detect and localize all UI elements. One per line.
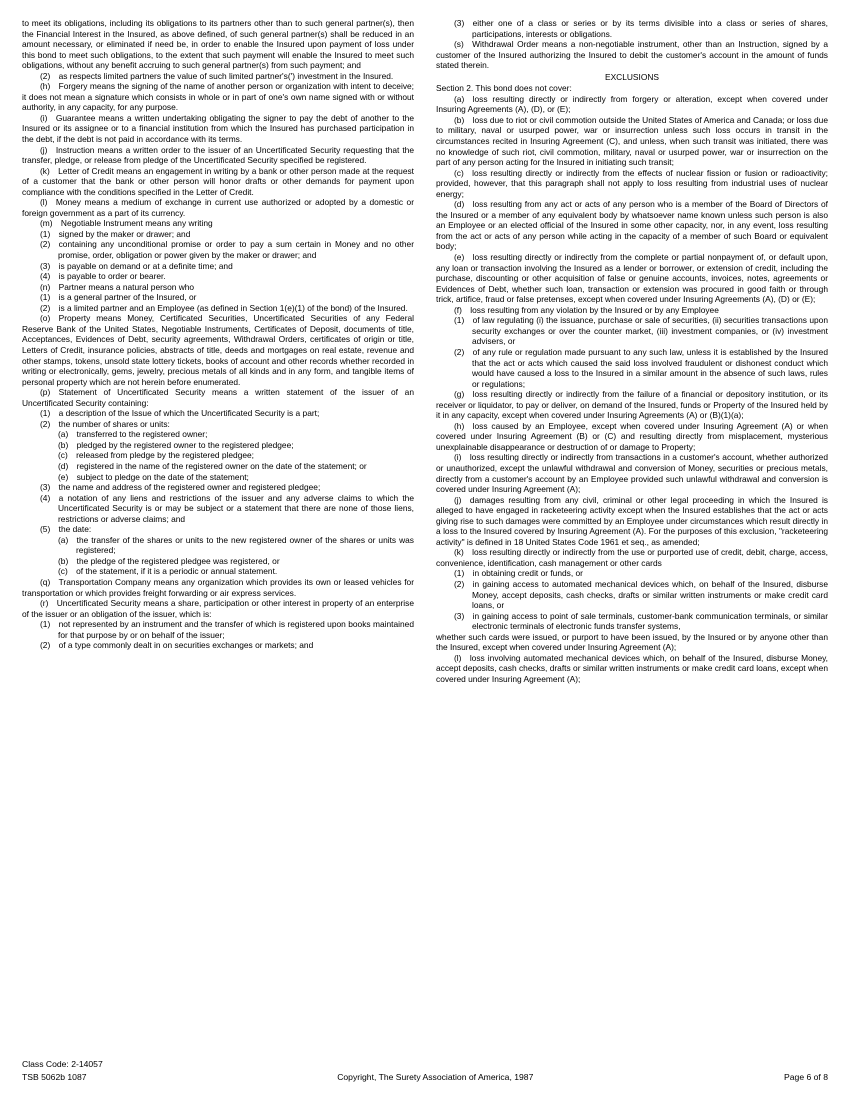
right-column-paragraph: Section 2. This bond does not cover: [436, 83, 572, 94]
left-column-paragraph: (k) Letter of Credit means an engagement in writing by a bank or other person made at the request of a customer that the bank or other person will honor drafts or other demands for payment upon compliance with the conditions specified in the Letter of Credit. [22, 165, 414, 197]
left-column-paragraph: (1) a description of the Issue of which the Uncertificated Security is a part; [40, 408, 320, 419]
left-column-paragraph: (b) the pledge of the registered pledgee was registered, or [58, 555, 280, 566]
right-column-paragraph: (k) loss resulting directly or indirectly from the use or purported use of credit, debit, charge, access, convenience, identification, cash management or other cards [436, 547, 828, 568]
right-column-paragraph: (g) loss resulting directly or indirectly from the failure of a financial or depository institution, or its receiver or liquidator, to pay or deliver, on demand of the Insured, funds or Property of the Insured held by it in any capacity, except when covered under Insuring Agreements (A) or (B)(1)(a); [436, 389, 828, 421]
left-column-paragraph: (c) of the statement, if it is a periodic or annual statement. [58, 566, 278, 577]
right-column-paragraph: (j) damages resulting from any civil, criminal or other legal proceeding in which the Insured is alleged to have engaged in racketeering activity except when the Insured establishes that the act or acts giving rise to such damages were committed by an Employee under circumstances which result directly in a loss to the Insured covered by Insuring Agreement (A). For the purposes of this exclusion, "racketeering activity" is defined in 18 United States Code 1961 et seq., as amended; [436, 494, 828, 547]
left-column-paragraph: to meet its obligations, including its obligations to its partners other than to such general partner(s), then the Financial Interest in the Insured, as above defined, of such general partner(s) shall be reduced in an amount necessary, or eliminated if need be, in order to enable the Insured upon payment of loss under this bond to meet such obligations, to the extent that such payment will enable the Insured to meet such obligations, without any benefit accruing to such general partner(s) from such payment; and [22, 18, 414, 71]
left-column-paragraph: (o) Property means Money, Certificated Securities, Uncertificated Securities of any Federal Reserve Bank of the United States, Negotiable Instruments, Certificates of Deposit, documents of title, Acceptances, Evidences of Debt, security agreements, Withdrawal Orders, certificates of origin or title, Letters of Credit, insurance policies, abstracts of title, deeds and mortgages on real estate, revenue and other stamps, tokens, unsold state lottery tickets, books of account and other records whether recorded in writing or electronically, gems, jewelry, precious metals of all kinds and in any form, and tangible items of personal property which are not herein before enumerated. [22, 313, 414, 387]
left-column-paragraph: (2) the number of shares or units: [40, 418, 170, 429]
left-column-paragraph: (3) the name and address of the registered owner and registered pledgee; [40, 482, 321, 493]
right-column-paragraph: (1) of law regulating (i) the issuance, purchase or sale of securities, (ii) securities transactions upon security exchanges or over the counter market, (iii) investment companies, or (iv) investment advisers, or [454, 315, 828, 347]
page-number: Page 6 of 8 [784, 1072, 828, 1082]
left-column-paragraph: (4) is payable to order or bearer. [40, 271, 166, 282]
right-column-paragraph: (s) Withdrawal Order means a non-negotiable instrument, other than an Instruction, signed by a customer of the Insured authorizing the Insured to debit the customer's account in the amount of funds stated therein. [436, 39, 828, 71]
class-code-line: Class Code: 2-14057 [22, 1059, 103, 1069]
left-column-paragraph: (1) signed by the maker or drawer; and [40, 228, 191, 239]
left-column-paragraph: (2) containing any unconditional promise or order to pay a sum certain in Money and no other promise, order, obligation or power given by the maker or drawer; and [40, 239, 414, 261]
right-column-paragraph: (d) loss resulting from any act or acts of any person who is a member of the Board of Directors of the Insured or a member of any equivalent body by whatsoever name known unless such person is also an Employee or an elected official of the Insured in some other capacity, nor, in any event, loss resulting from the act or acts of any person while acting in the capacity of a member of such Board or equivalent body; [436, 199, 828, 252]
left-column-paragraph: (a) the transfer of the shares or units to the new registered owner of the shares or units was registered; [58, 534, 414, 556]
left-column-paragraph: (l) Money means a medium of exchange in current use authorized or adopted by a domestic or foreign government as a part of its currency. [22, 197, 414, 218]
left-column-paragraph: (2) as respects limited partners the value of such limited partner's(') investment in the Insured. [40, 70, 394, 81]
right-column-paragraph: (e) loss resulting directly or indirectly from the complete or partial nonpayment of, or default upon, any loan or transaction involving the Insured as a lender or borrower, or extension of credit, including the purchase, discounting or other acquisition of false or genuine accounts, invoices, notes, agreements or Evidences of Debt, whether such loan, transaction or extension was procured in good faith or through trick, artifice, fraud or false pretenses, except when covered under Insuring Agreements (A), (D) or (E); [436, 252, 828, 305]
right-column-paragraph: (b) loss due to riot or civil commotion outside the United States of America and Canada; or loss due to military, naval or usurped power, war or insurrection unless such loss occurs in transit in the circumstances recited in Insuring Agreement (C), and unless, when such transit was initiated, there was no knowledge of such riot, civil commotion, military, naval or usurped power, war or insurrection on the part of any person acting for the Insured in initiating such transit; [436, 114, 828, 168]
right-column [436, 18, 828, 684]
page-footer [22, 1059, 828, 1082]
right-column-paragraph: (3) either one of a class or series or by its terms divisible into a class or series of shares, participations, interests or obligations. [454, 18, 828, 39]
form-number: TSB 5062b 1087 [22, 1072, 87, 1082]
left-column-paragraph: (1) is a general partner of the Insured, or [40, 292, 197, 303]
left-column-paragraph: (4) a notation of any liens and restrictions of the issuer and any adverse claims to which the Uncertificated Security is or may be subject or a statement that there are none of those liens, restrictions or adverse claims; and [40, 492, 414, 524]
left-column-paragraph: (5) the date: [40, 524, 92, 535]
right-column-paragraph: (3) in gaining access to point of sale terminals, customer-bank communication terminals, or similar electronic terminals of electronic funds transfer systems, [454, 610, 828, 632]
left-column-paragraph: (r) Uncertificated Security means a share, participation or other interest in property of an enterprise of the issuer or an obligation of the issuer, which is: [22, 598, 414, 619]
left-column-paragraph: (1) not represented by an instrument and the transfer of which is registered upon books maintained for that purpose by or on behalf of the issuer; [40, 619, 414, 640]
right-column-paragraph: (l) loss involving automated mechanical devices which, on behalf of the Insured, disburse Money, accept deposits, cash checks, drafts or similar written instruments or make credit card loans, except when covered under Insuring Agreement (A); [436, 652, 828, 684]
right-column-paragraph: (h) loss caused by an Employee, except when covered under Insuring Agreement (A) or when covered under Insuring Agreement (B) or (C) and resulting directly from misplacement, mysterious unexplainable disappearance or destruction of or damage to Property; [436, 420, 828, 452]
left-column-paragraph: (c) released from pledge by the registered pledgee; [58, 450, 254, 461]
left-column-paragraph: (m) Negotiable Instrument means any writing [40, 218, 213, 229]
right-column-paragraph: (c) loss resulting directly or indirectly from the effects of nuclear fission or fusion or radioactivity; provided, however, that this paragraph shall not apply to loss resulting from industrial uses of nuclear energy; [436, 167, 828, 199]
left-column-paragraph: (i) Guarantee means a written undertaking obligating the signer to pay the debt of another to the Insured or its assignee or to a financial institution from which the Insured has purchased participation in the debt, if the debt is not paid in accordance with its terms. [22, 112, 414, 145]
left-column-paragraph: (3) is payable on demand or at a definite time; and [40, 260, 233, 271]
right-column-paragraph: (f) loss resulting from any violation by the Insured or by any Employee [454, 304, 719, 315]
two-column-body [22, 18, 828, 684]
right-column-paragraph: (2) of any rule or regulation made pursuant to any such law, unless it is established by the Insured that the act or acts which caused the said loss involved fraudulent or dishonest conduct which would have caused a loss to the Insured in a similar amount in the absence of such laws, rules or regulations; [454, 346, 828, 389]
left-column-paragraph: (e) subject to pledge on the date of the statement; [58, 471, 249, 482]
left-column-paragraph: (j) Instruction means a written order to the issuer of an Uncertificated Security requesting that the transfer, pledge, or release from pledge of the Uncertificated Security specified be registered. [22, 144, 414, 166]
left-column-paragraph: (p) Statement of Uncertificated Security means a written statement of the issuer of an Uncertificated Security containing: [22, 387, 414, 408]
left-column-paragraph: (b) pledged by the registered owner to the registered pledgee; [58, 439, 294, 450]
left-column-paragraph: (h) Forgery means the signing of the name of another person or organization with intent to deceive; it does not mean a signature which consists in whole or in part of one's own name signed with or without authority, in any capacity, for any purpose. [22, 81, 414, 113]
right-column-paragraph: (i) loss resulting directly or indirectly from transactions in a customer's account, whether authorized or unauthorized, except the unlawful withdrawal and conversion of Money, securities or precious metals, directly from a customer's account by an Employee provided such unlawful withdrawal and conversion is covered under Insuring Agreement (A); [436, 452, 828, 495]
right-column-paragraph: whether such cards were issued, or purport to have been issued, by the Insured or by anyone other than the Insured, except when covered under Insuring Agreement (A); [436, 631, 828, 653]
left-column-paragraph: (q) Transportation Company means any organization which provides its own or leased vehicles for transportation or which provides freight forwarding or air express services. [22, 576, 414, 598]
right-column-paragraph: (1) in obtaining credit or funds, or [454, 568, 583, 579]
left-column-paragraph: (d) registered in the name of the registered owner on the date of the statement; or [58, 460, 367, 471]
copyright-notice: Copyright, The Surety Association of America, 1987 [337, 1072, 534, 1082]
left-column-paragraph: (a) transferred to the registered owner; [58, 429, 208, 440]
right-column-paragraph: (2) in gaining access to automated mechanical devices which, on behalf of the Insured, disburse Money, accept deposits, cash checks, drafts or similar written instruments or make credit card loans, or [454, 578, 828, 611]
right-column-paragraph: EXCLUSIONS [605, 71, 659, 82]
left-column-paragraph: (2) is a limited partner and an Employee (as defined in Section 1(e)(1) of the bond) of the Insured. [40, 302, 408, 313]
left-column-paragraph: (2) of a type commonly dealt in on securities exchanges or markets; and [40, 640, 314, 651]
right-column-paragraph: (a) loss resulting directly or indirectly from forgery or alteration, except when covered under Insuring Agreements (A), (D), or (E); [436, 93, 828, 115]
left-column [22, 18, 414, 684]
left-column-paragraph: (n) Partner means a natural person who [40, 281, 195, 292]
